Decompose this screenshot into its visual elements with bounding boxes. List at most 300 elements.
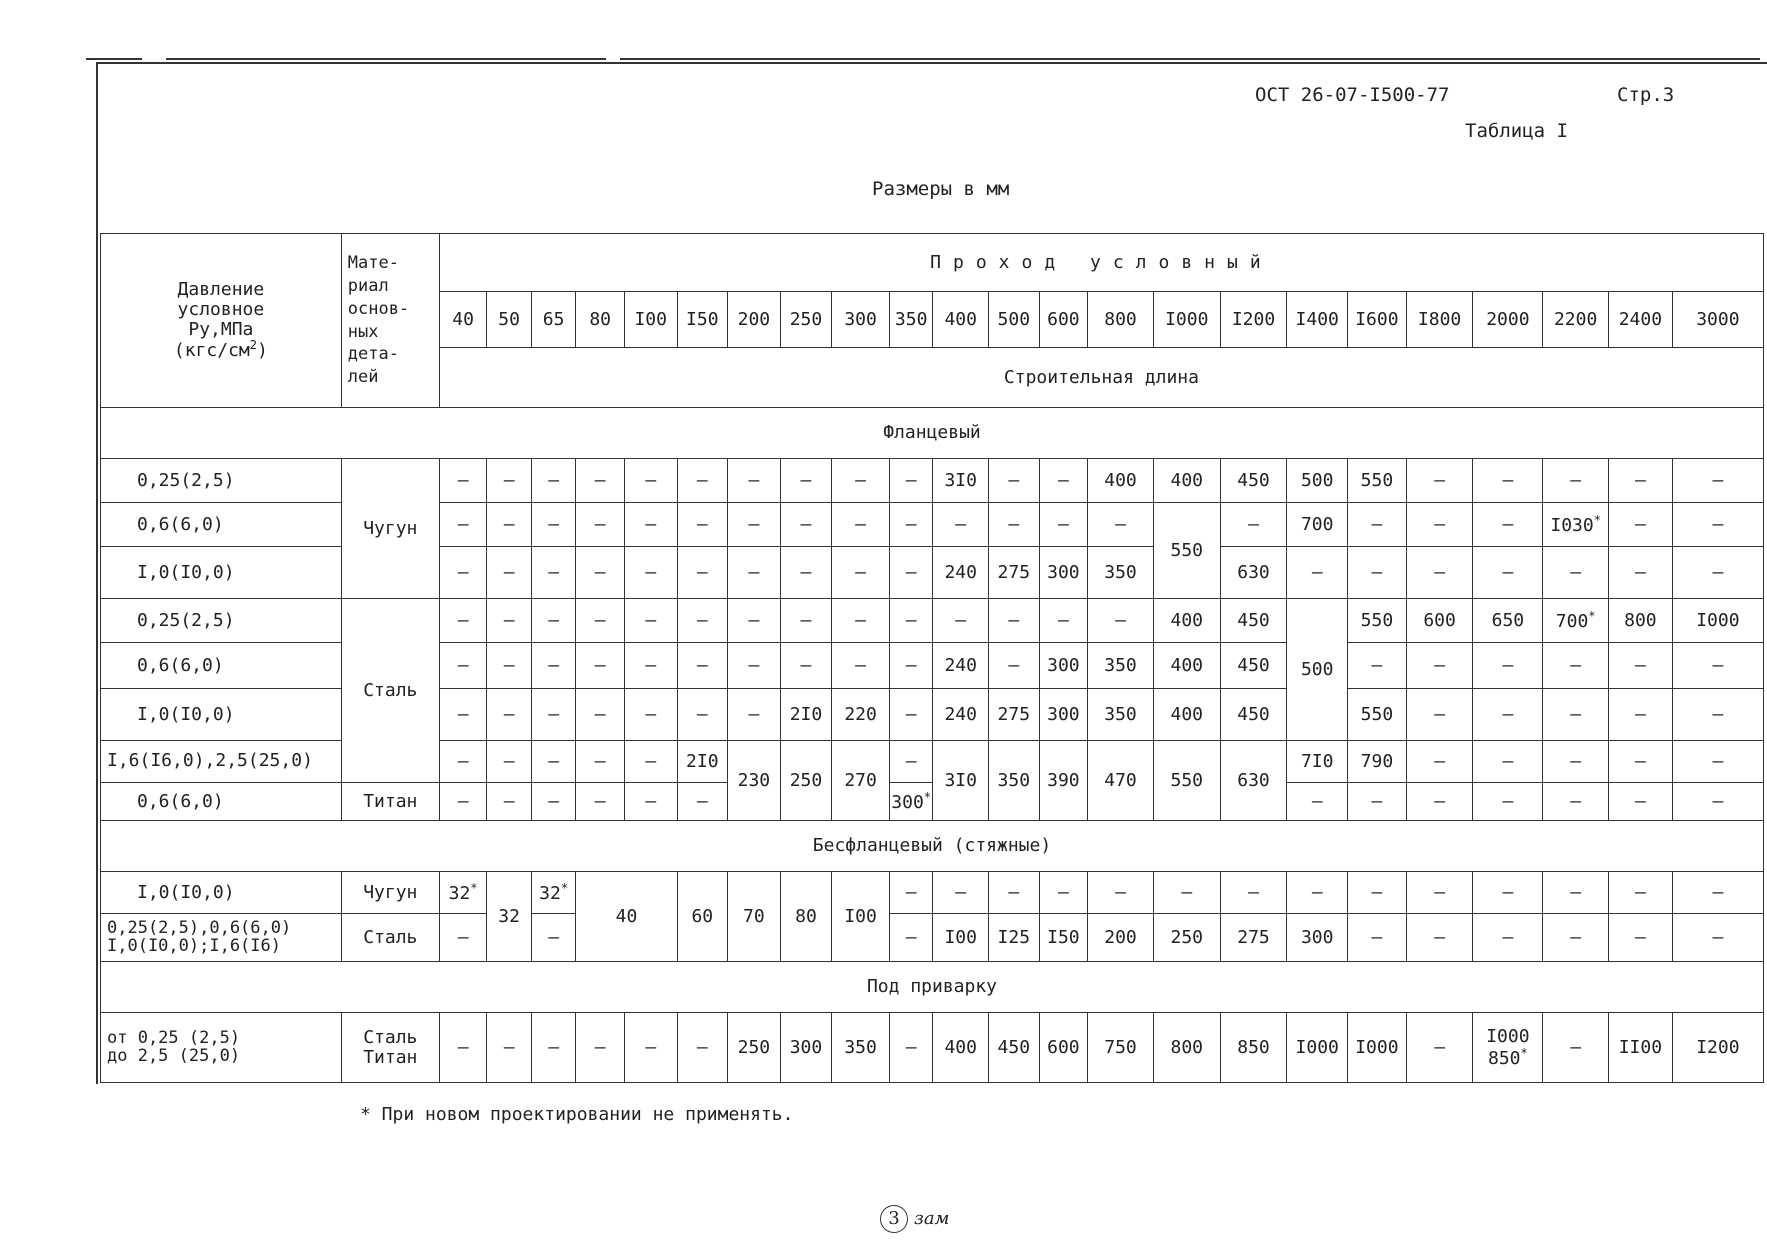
value-cell: I00 <box>933 914 989 962</box>
value-cell: – <box>576 783 625 821</box>
value-cell: – <box>1473 459 1543 503</box>
value-cell: – <box>728 689 781 741</box>
value-cell: 2I0 <box>780 689 832 741</box>
value-cell: – <box>487 503 532 547</box>
pressure-cell: 0,6(6,0) <box>101 503 342 547</box>
pressure-cell: I,0(I0,0) <box>101 689 342 741</box>
pressure-unit-close: ) <box>257 340 268 362</box>
nominal-bore-cell: 40 <box>439 292 487 348</box>
value-cell: – <box>889 1013 932 1083</box>
revision-stamp <box>880 1205 949 1233</box>
value-cell: – <box>1406 872 1473 914</box>
value-cell: – <box>889 459 932 503</box>
nominal-bore-cell: 300 <box>832 292 890 348</box>
pressure-cell: 0,25(2,5) <box>101 599 342 643</box>
value-cell: 630 <box>1220 741 1287 821</box>
value-cell: – <box>1672 547 1763 599</box>
footnote-mark: * <box>1593 512 1601 527</box>
value-cell: 300 <box>780 1013 832 1083</box>
revision-label: зам <box>914 1208 950 1229</box>
value-cell: 200 <box>1088 914 1154 962</box>
value-cell: – <box>1039 872 1088 914</box>
pressure-header-line-1: Давление <box>177 278 265 300</box>
value-cell: – <box>487 1013 532 1083</box>
value-cell: – <box>576 643 625 689</box>
value-cell: 470 <box>1088 741 1154 821</box>
value-cell: – <box>728 459 781 503</box>
nominal-bore-cell: I400 <box>1287 292 1348 348</box>
value-cell: – <box>1609 459 1673 503</box>
nominal-bore-cell: 600 <box>1039 292 1088 348</box>
value-cell: I000 <box>1287 1013 1348 1083</box>
value-cell: – <box>1609 503 1673 547</box>
value-cell: – <box>989 459 1040 503</box>
nominal-bore-cell: 350 <box>889 292 932 348</box>
value-cell: – <box>989 643 1040 689</box>
value-cell: – <box>439 783 487 821</box>
value-cell: 250 <box>1153 914 1220 962</box>
value-cell: – <box>677 1013 728 1083</box>
value-cell: – <box>624 783 677 821</box>
pressure-unit-exponent: 2 <box>249 338 257 353</box>
section-flangeless: Бесфланцевый (стяжные) <box>101 821 1764 872</box>
value-cell: – <box>531 1013 576 1083</box>
table-row <box>101 1013 1764 1083</box>
value-cell: 550 <box>1348 599 1407 643</box>
table-row <box>101 783 1764 821</box>
material-header-line-6: лей <box>347 367 379 388</box>
value-cell: 500 <box>1287 459 1348 503</box>
value-cell: – <box>889 689 932 741</box>
value-cell: – <box>1543 459 1609 503</box>
value-cell: 3I0 <box>933 741 989 821</box>
value-cell: – <box>439 643 487 689</box>
value-cell: – <box>1543 914 1609 962</box>
value-cell: – <box>1672 643 1763 689</box>
value-cell: – <box>1609 547 1673 599</box>
value-cell: – <box>439 599 487 643</box>
value-cell: – <box>487 689 532 741</box>
top-rule-segment-3 <box>620 58 1760 60</box>
table-row <box>101 872 1764 914</box>
value-cell: 790 <box>1348 741 1407 783</box>
value-cell: 400 <box>1153 643 1220 689</box>
value-cell: – <box>1348 503 1407 547</box>
value-cell: I00 <box>832 872 890 962</box>
value-cell: 400 <box>1153 459 1220 503</box>
value-cell: 80 <box>780 872 832 962</box>
material-header-line-5: дета- <box>347 344 399 365</box>
value-cell: 32* <box>439 872 487 914</box>
value-cell: – <box>832 599 890 643</box>
value-cell: 2I0 <box>677 741 728 783</box>
pressure-header-line-3: Ру,МПа <box>188 318 254 340</box>
value-cell: – <box>1609 741 1673 783</box>
value-cell: 275 <box>989 689 1040 741</box>
nominal-bore-header: Проход условный <box>439 234 1763 292</box>
nominal-bore-cell: I600 <box>1348 292 1407 348</box>
value-cell: 240 <box>933 547 989 599</box>
value-cell: – <box>531 783 576 821</box>
value-cell: – <box>1348 783 1407 821</box>
value-cell: – <box>1473 783 1543 821</box>
value-cell: – <box>1287 783 1348 821</box>
value-cell: I200 <box>1672 1013 1763 1083</box>
value-cell: 275 <box>1220 914 1287 962</box>
value-cell: – <box>677 503 728 547</box>
pressure-line-1: от 0,25 (2,5) <box>107 1027 241 1048</box>
value-cell: 650 <box>1473 599 1543 643</box>
nominal-bore-cell: 400 <box>933 292 989 348</box>
value-cell: 400 <box>933 1013 989 1083</box>
nominal-bore-cell: 50 <box>487 292 532 348</box>
pressure-cell: 0,25(2,5) <box>101 459 342 503</box>
nominal-bore-cell: I800 <box>1406 292 1473 348</box>
material-line-1: Сталь <box>363 1026 418 1048</box>
table-row <box>101 599 1764 643</box>
value-cell: – <box>531 914 576 962</box>
value-cell: – <box>889 503 932 547</box>
value-cell: 450 <box>989 1013 1040 1083</box>
value-cell: I030* <box>1543 503 1609 547</box>
value-cell: – <box>439 459 487 503</box>
value-cell: – <box>1406 459 1473 503</box>
value-cell: – <box>1406 643 1473 689</box>
value-cell: 300 <box>1287 914 1348 962</box>
value-cell: – <box>677 599 728 643</box>
value-cell: – <box>832 459 890 503</box>
value-cell: 240 <box>933 643 989 689</box>
value-cell: 40 <box>576 872 677 962</box>
value-cell: – <box>531 689 576 741</box>
value-cell: 600 <box>1406 599 1473 643</box>
units-note: Размеры в мм <box>872 178 1010 200</box>
value-cell: 300* <box>889 783 932 821</box>
value-cell: – <box>1406 503 1473 547</box>
pressure-cell <box>101 1013 342 1083</box>
value-cell: – <box>1609 643 1673 689</box>
value-cell: 230 <box>728 741 781 821</box>
value-cell: – <box>1348 872 1407 914</box>
value-cell: – <box>576 1013 625 1083</box>
value-cell: – <box>439 914 487 962</box>
value-cell: 550 <box>1348 689 1407 741</box>
value-cell: – <box>889 741 932 783</box>
value-cell: – <box>889 914 932 962</box>
value-cell: – <box>1220 872 1287 914</box>
section-flanged: Фланцевый <box>101 408 1764 459</box>
pressure-line-2: I,0(I0,0);I,6(I6) <box>107 935 281 956</box>
pressure-cell: 0,6(6,0) <box>101 643 342 689</box>
value-cell: – <box>1609 872 1673 914</box>
value-cell: 250 <box>780 741 832 821</box>
value-cell: – <box>439 547 487 599</box>
nominal-bore-cell: 500 <box>989 292 1040 348</box>
footnote-mark: * <box>560 880 569 895</box>
value-cell: – <box>1088 872 1154 914</box>
value-cell: – <box>832 503 890 547</box>
build-length-header: Строительная длина <box>439 348 1763 408</box>
value-cell: – <box>624 503 677 547</box>
value-cell: – <box>624 1013 677 1083</box>
value-cell: 300 <box>1039 547 1088 599</box>
value-cell: – <box>728 643 781 689</box>
value-cell: – <box>989 503 1040 547</box>
pressure-header <box>101 234 342 408</box>
material-header-line-4: ных <box>347 321 379 342</box>
value-cell: 450 <box>1220 689 1287 741</box>
value-cell: – <box>1287 547 1348 599</box>
value-cell: – <box>677 783 728 821</box>
value-cell: – <box>576 459 625 503</box>
value-cell: – <box>1473 741 1543 783</box>
value-line-1: I000 <box>1486 1025 1530 1047</box>
material-cell-titanium: Титан <box>341 783 439 821</box>
value-cell: – <box>1406 689 1473 741</box>
value-cell: – <box>439 503 487 547</box>
value-cell: – <box>1406 914 1473 962</box>
table-row <box>101 914 1764 962</box>
value-cell: – <box>624 599 677 643</box>
value-cell: – <box>832 547 890 599</box>
value-cell: – <box>576 741 625 783</box>
value-cell: – <box>576 599 625 643</box>
material-header-line-1: Мате- <box>347 252 399 273</box>
top-rule-segment-2 <box>166 58 606 60</box>
value-cell: – <box>439 689 487 741</box>
value-cell: 300 <box>1039 689 1088 741</box>
table-title: Таблица I <box>1465 120 1568 142</box>
value-cell: – <box>889 872 932 914</box>
nominal-bore-cell: 250 <box>780 292 832 348</box>
value-cell: – <box>1672 872 1763 914</box>
section-welded: Под приварку <box>101 962 1764 1013</box>
value-cell: – <box>1406 547 1473 599</box>
nominal-bore-cell: 200 <box>728 292 781 348</box>
nominal-bore-cell: I000 <box>1153 292 1220 348</box>
value-cell: 7I0 <box>1287 741 1348 783</box>
value-cell: – <box>989 872 1040 914</box>
value-cell: – <box>1473 547 1543 599</box>
nominal-bore-cell: 65 <box>531 292 576 348</box>
value-cell: – <box>728 599 781 643</box>
pressure-cell: I,0(I0,0) <box>101 872 342 914</box>
value-cell: – <box>1543 547 1609 599</box>
value-cell: I000 <box>1348 1013 1407 1083</box>
footnote-mark: * <box>923 789 932 804</box>
value-cell: – <box>1473 689 1543 741</box>
value-cell: 32* <box>531 872 576 914</box>
value-cell: – <box>1672 459 1763 503</box>
pressure-unit: (кгс/см <box>173 340 250 362</box>
value-cell: – <box>1287 872 1348 914</box>
value-cell: 350 <box>1088 689 1154 741</box>
value-cell: – <box>487 643 532 689</box>
material-header-line-3: основ- <box>347 298 410 319</box>
value-cell: – <box>1220 503 1287 547</box>
material-cell-iron: Чугун <box>341 872 439 914</box>
value-cell: – <box>1672 689 1763 741</box>
value-cell: – <box>933 599 989 643</box>
value-cell: – <box>1609 914 1673 962</box>
value-cell: – <box>728 547 781 599</box>
nominal-bore-cell: 2000 <box>1473 292 1543 348</box>
value-cell: – <box>677 689 728 741</box>
material-header-line-2: риал <box>347 275 389 296</box>
value-cell: – <box>624 547 677 599</box>
value-cell: 400 <box>1153 689 1220 741</box>
value-cell: – <box>1609 689 1673 741</box>
value-cell: 450 <box>1220 599 1287 643</box>
nominal-bore-cell: 2400 <box>1609 292 1673 348</box>
nominal-bore-cell: 80 <box>576 292 625 348</box>
nominal-bore-cell: I50 <box>677 292 728 348</box>
value-cell: – <box>1672 783 1763 821</box>
page-number: Стр.3 <box>1617 84 1675 106</box>
value-cell: 350 <box>1088 547 1154 599</box>
value-cell: – <box>624 741 677 783</box>
value-cell: – <box>487 741 532 783</box>
value-cell: – <box>531 741 576 783</box>
value-cell: 630 <box>1220 547 1287 599</box>
value-cell: – <box>576 547 625 599</box>
value-cell: 800 <box>1153 1013 1220 1083</box>
value-cell: 550 <box>1348 459 1407 503</box>
value-cell: – <box>1039 459 1088 503</box>
value-cell: – <box>1543 741 1609 783</box>
value-cell: 270 <box>832 741 890 821</box>
value-cell: – <box>1406 1013 1473 1083</box>
value-cell: – <box>1348 914 1407 962</box>
value-cell: – <box>624 459 677 503</box>
document-code: ОСТ 26-07-I500-77 <box>1255 84 1450 106</box>
value-cell: – <box>576 689 625 741</box>
material-cell-steel: Сталь <box>341 914 439 962</box>
value-cell: 220 <box>832 689 890 741</box>
value-cell: 850 <box>1220 1013 1287 1083</box>
nominal-bore-cell: I200 <box>1220 292 1287 348</box>
value-cell: – <box>1543 643 1609 689</box>
value-cell: – <box>1543 1013 1609 1083</box>
material-cell-steel: Сталь <box>341 599 439 783</box>
value-cell: – <box>677 459 728 503</box>
value-cell: 800 <box>1609 599 1673 643</box>
value-cell: – <box>989 599 1040 643</box>
value-cell: – <box>1473 643 1543 689</box>
value-cell: – <box>531 547 576 599</box>
value-cell: – <box>780 547 832 599</box>
value-cell: – <box>531 459 576 503</box>
nominal-bore-cell: 2200 <box>1543 292 1609 348</box>
value-cell: – <box>677 643 728 689</box>
value-cell: – <box>1406 783 1473 821</box>
dimensions-table <box>100 233 1764 1083</box>
value-cell: 300 <box>1039 643 1088 689</box>
value-cell: – <box>1406 741 1473 783</box>
value-cell: – <box>1039 599 1088 643</box>
value-cell: 240 <box>933 689 989 741</box>
value-cell: – <box>1543 689 1609 741</box>
material-cell-iron: Чугун <box>341 459 439 599</box>
value-cell: – <box>1672 503 1763 547</box>
material-cell-steel-titanium <box>341 1013 439 1083</box>
value-cell: – <box>677 547 728 599</box>
pressure-cell: 0,6(6,0) <box>101 783 342 821</box>
value-cell: 550 <box>1153 741 1220 821</box>
value-cell: 700 <box>1287 503 1348 547</box>
value-cell: – <box>780 503 832 547</box>
value-cell: – <box>487 783 532 821</box>
value-cell: – <box>624 689 677 741</box>
value-cell: II00 <box>1609 1013 1673 1083</box>
value-cell: – <box>1609 783 1673 821</box>
value-cell: – <box>439 741 487 783</box>
value-cell: 400 <box>1088 459 1154 503</box>
material-line-2: Титан <box>363 1046 418 1068</box>
top-rule-segment-1 <box>86 58 142 60</box>
value-cell: – <box>531 599 576 643</box>
value-cell: – <box>1348 643 1407 689</box>
value-cell: – <box>1672 741 1763 783</box>
value-cell: 750 <box>1088 1013 1154 1083</box>
value-cell: – <box>624 643 677 689</box>
value-cell: – <box>487 599 532 643</box>
value-cell: – <box>1088 503 1154 547</box>
footnote-mark: * <box>1588 608 1596 623</box>
value-cell: I50 <box>1039 914 1088 962</box>
value-cell: – <box>780 599 832 643</box>
value-cell: 250 <box>728 1013 781 1083</box>
value-cell: – <box>1088 599 1154 643</box>
table-row <box>101 459 1764 503</box>
pressure-line-2: до 2,5 (25,0) <box>107 1045 241 1066</box>
value-cell: – <box>889 547 932 599</box>
value-cell: – <box>439 1013 487 1083</box>
value-cell: – <box>889 599 932 643</box>
pressure-cell: I,6(I6,0),2,5(25,0) <box>101 741 342 783</box>
value-cell: 550 <box>1153 503 1220 599</box>
value-cell: – <box>1153 872 1220 914</box>
revision-number: 3 <box>880 1205 908 1233</box>
value-cell: – <box>531 643 576 689</box>
value-cell: 400 <box>1153 599 1220 643</box>
value-cell: – <box>1473 914 1543 962</box>
value-cell: 3I0 <box>933 459 989 503</box>
value-cell: – <box>933 503 989 547</box>
pressure-cell <box>101 914 342 962</box>
material-header <box>341 234 439 408</box>
value-cell: – <box>1672 914 1763 962</box>
value-cell: 700* <box>1543 599 1609 643</box>
value-cell: – <box>1039 503 1088 547</box>
value-cell: – <box>1473 872 1543 914</box>
value-cell: – <box>1473 503 1543 547</box>
value-cell: – <box>933 872 989 914</box>
value-cell: 390 <box>1039 741 1088 821</box>
value-cell: 60 <box>677 872 728 962</box>
pressure-cell: I,0(I0,0) <box>101 547 342 599</box>
value-cell: – <box>780 459 832 503</box>
footnote-mark: * <box>1520 1045 1528 1060</box>
value-line-2: 850* <box>1488 1045 1528 1069</box>
value-cell: – <box>531 503 576 547</box>
value-cell: – <box>832 643 890 689</box>
value-cell: I25 <box>989 914 1040 962</box>
pressure-header-line-4 <box>101 339 341 361</box>
value-cell: – <box>1348 547 1407 599</box>
value-cell: – <box>487 547 532 599</box>
value-cell: – <box>576 503 625 547</box>
